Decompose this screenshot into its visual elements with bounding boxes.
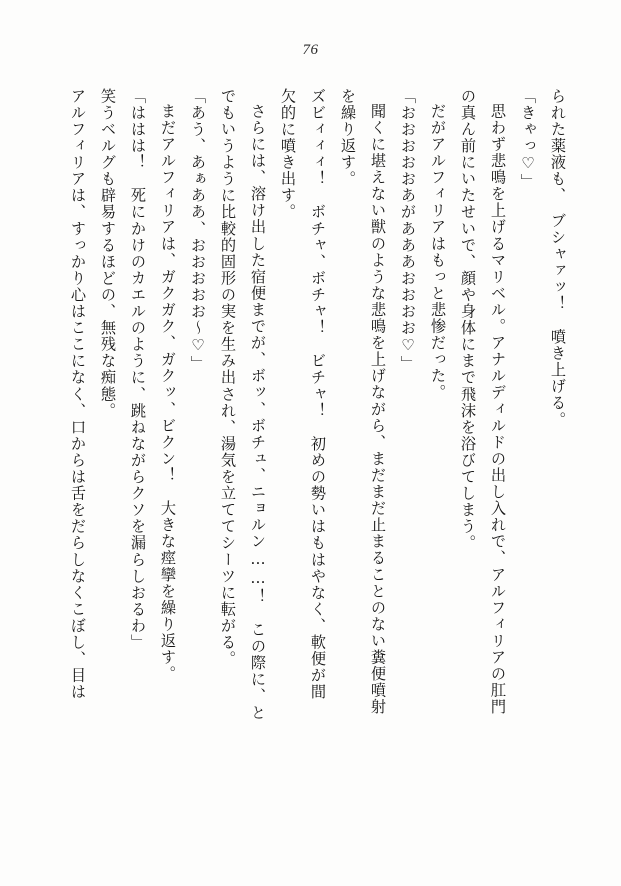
text-line: 聞くに堪えない獣のような悲鳴を上げながら、まだまだ止まることのない糞便噴射 (369, 103, 387, 716)
page-number: 76 (302, 42, 319, 58)
text-line: 「きゃっ♡」 (519, 88, 537, 191)
text-line: さらには、溶け出した宿便までが、ボッ、ボチュ、ニョルン……！ この際に、と (249, 103, 267, 721)
text-line: 欠的に噴き出す。 (279, 88, 297, 221)
text-line: 笑うベルグも辟易するほどの、無残な痴態。 (99, 88, 117, 419)
text-line: 「おおおおおあがあああおおおお♡」 (399, 88, 417, 373)
text-line: を繰り返す。 (339, 88, 357, 188)
text-line: でもいうように比較的固形の実を生み出され、湯気を立ててシーツに転がる。 (219, 88, 237, 668)
text-line: まだアルフィリアは、ガクガク、ガクッ、ビクン！ 大きな痙攣を繰り返す。 (159, 103, 177, 683)
text-line: られた薬液も、 ブシャァッ！ 噴き上げる。 (549, 88, 567, 428)
text-line: だがアルフィリアはもっと悲惨だった。 (429, 103, 447, 401)
text-line: 思わず悲鳴を上げるマリベル。アナルディルドの出し入れで、アルフィリアの肛門 (489, 103, 507, 716)
text-line: アルフィリアは、すっかり心はここになく、口からは舌をだらしなくこぼし、目は (69, 88, 87, 701)
text-line: ズビィィィ！ ボチャ、ボチャ！ ビチャ！ 初めの勢いはもはやなく、軟便が間 (309, 88, 327, 701)
text-line: 「あう、あぁああ、おおおおお〜♡」 (189, 88, 207, 373)
vertical-text-body (52, 88, 565, 828)
text-line: 「ははは！ 死にかけのカエルのように、跳ねながらクソを漏らしおるわ」 (129, 88, 147, 651)
text-line: の真ん前にいたせいで、顔や身体にまで飛沫を浴びてしまう。 (459, 88, 477, 552)
